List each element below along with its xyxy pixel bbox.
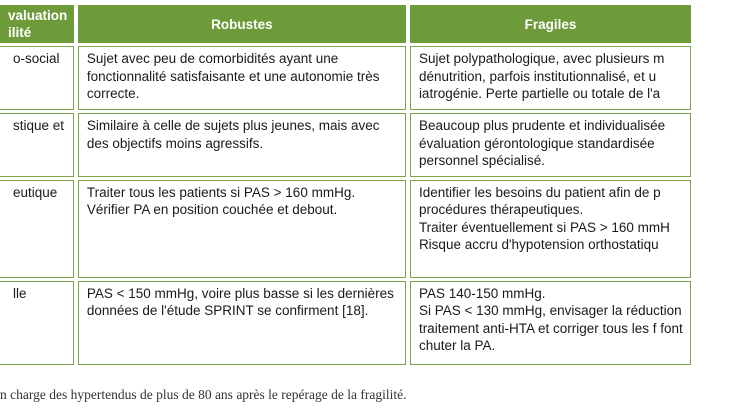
fragiles-cell	[410, 180, 691, 278]
header-robustes: Robustes	[78, 5, 406, 43]
row-label: stique et	[0, 113, 74, 177]
fragiles-cell	[410, 281, 691, 365]
row-label: lle	[0, 281, 74, 365]
table-row	[0, 180, 691, 278]
robustes-cell: PAS < 150 mmHg, voire plus basse si les dernières données de l'étude SPRINT se confirment [18].	[78, 281, 406, 365]
header-evaluation	[0, 5, 74, 43]
cell-line: PAS 140-150 mmHg.	[418, 285, 546, 301]
robustes-cell: Similaire à celle de sujets plus jeunes, mais avec des objectifs moins agressifs.	[78, 113, 406, 177]
robustes-cell	[78, 180, 406, 278]
table-row	[0, 281, 691, 365]
fragiles-cell: Sujet polypathologique, avec plusieurs m dénutrition, parfois institutionnalisé, et u iatrogénie. Perte partielle ou totale de l'a	[410, 46, 691, 110]
cell-line: Traiter tous les patients si PAS > 160 mmHg.	[86, 184, 356, 200]
cell-line: Traiter éventuellement si PAS > 160 mmH	[418, 219, 670, 235]
fragiles-cell: Beaucoup plus prudente et individualisée évaluation gérontologique standardisée personnel spécialisé.	[410, 113, 691, 177]
cell-line: Risque accru d'hypotension orthostatiqu	[418, 237, 659, 252]
cell-line: Vérifier PA en position couchée et debout.	[86, 202, 338, 217]
row-label: eutique	[0, 180, 74, 278]
cell-line: Identifier les besoins du patient afin de p procédures thérapeutiques.	[418, 184, 661, 217]
header-evaluation-line1: valuation ilité	[8, 8, 68, 40]
row-label: o-social	[0, 46, 74, 110]
treatment-comparison-table	[0, 2, 695, 368]
table-row	[0, 113, 691, 177]
table-caption: n charge des hypertendus de plus de 80 ans après le repérage de la fragilité.	[0, 387, 407, 402]
cell-line: Si PAS < 130 mmHg, envisager la réduction traitement anti-HTA et corriger tous les f font chuter la PA.	[418, 303, 683, 353]
table-header-row	[0, 5, 691, 43]
robustes-cell: Sujet avec peu de comorbidités ayant une fonctionnalité satisfaisante et une autonomie très correcte.	[78, 46, 406, 110]
header-fragiles: Fragiles	[410, 5, 691, 43]
table-row	[0, 46, 691, 110]
